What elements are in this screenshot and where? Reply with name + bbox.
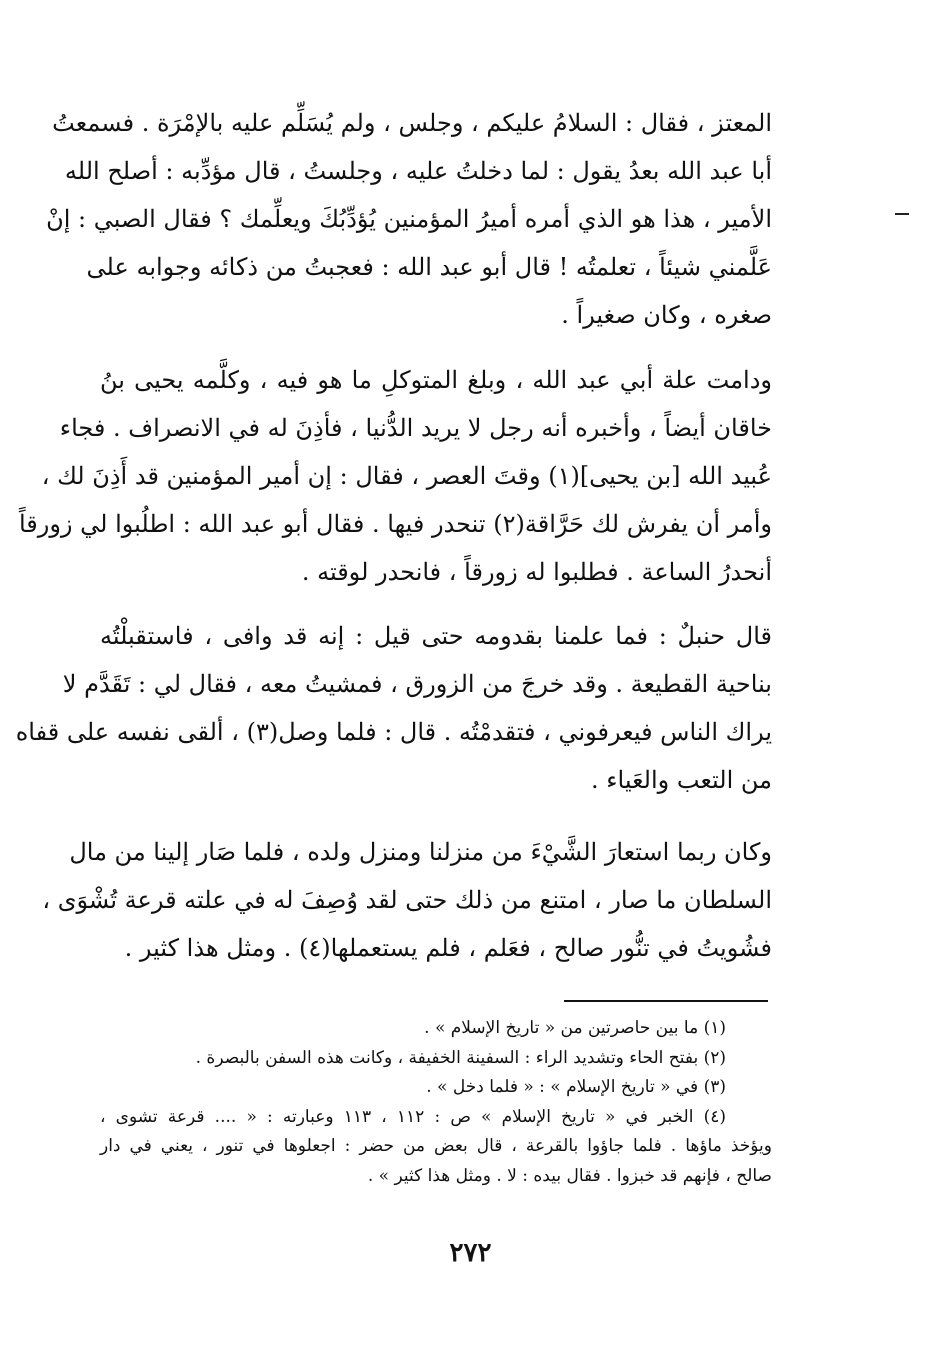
paragraph-2	[18, 356, 772, 596]
text-line: ودامت علة أبي عبد الله ، وبلغ المتوكلِ ما هو فيه ، وكلَّمه يحيى بنُ	[100, 366, 772, 394]
paragraph-3	[15, 612, 772, 804]
text-line: بناحية القطيعة . وقد خرجَ من الزورق ، فمشيتُ معه ، فقال لي : تَقَدَّم لا	[62, 670, 772, 698]
text-line: عُبيد الله [بن يحيى](١) وقتَ العصر ، فقال : إن أمير المؤمنين قد أَذِنَ لك ،	[41, 462, 772, 490]
paragraph-4	[42, 828, 772, 972]
footnotes	[100, 1014, 772, 1191]
text-line: يراك الناس فيعرفوني ، فتقدمْتُه . قال : فلما وصل(٣) ، ألقى نفسه على قفاه	[15, 718, 772, 746]
text-line: المعتز ، فقال : السلامُ عليكم ، وجلس ، ولم يُسَلِّم عليه بالإمْرَة . فسمعتُ	[52, 109, 772, 137]
text-line: الأمير ، هذا هو الذي أمره أميرُ المؤمنين يُؤدِّبُكَ ويعلِّمك ؟ فقال الصبي : إنْ	[46, 205, 772, 233]
text-line: أبا عبد الله بعدُ يقول : لما دخلتُ عليه ، وجلستُ ، قال مؤدِّبه : أصلح الله	[64, 157, 772, 185]
footnote-4-cont: ويؤخذ ماؤها . فلما جاؤوا بالقرعة ، قال بعض من حضر : اجعلوها في تنور ، يعني في دار	[100, 1136, 772, 1156]
text-line: وكان ربما استعارَ الشَّيْءَ من منزلنا ومنزل ولده ، فلما صَار إلينا من مال	[69, 838, 772, 866]
footnote-4: (٤) الخبر في « تاريخ الإسلام » ص : ١١٢ ، ١١٣ وعبارته : « .... قرعة تشوى ،	[100, 1106, 726, 1127]
footnote-4-cont: صالح ، فإنهم قد خبزوا . فقال بيده : لا . ومثل هذا كثير » .	[367, 1165, 772, 1186]
page-number: ٢٧٢	[449, 1238, 492, 1268]
paragraph-1	[46, 99, 772, 339]
footnote-2: (٢) بفتح الحاء وتشديد الراء : السفينة الخفيفة ، وكانت هذه السفن بالبصرة .	[195, 1047, 726, 1068]
text-line: من التعب والعَياء .	[591, 766, 772, 794]
text-line: قال حنبلٌ : فما علمنا بقدومه حتى قيل : إنه قد وافى ، فاستقبلْتُه	[100, 622, 772, 650]
margin-mark	[895, 213, 909, 215]
text-line: خاقان أيضاً ، وأخبره أنه رجل لا يريد الدُّنيا ، فأذِنَ له في الانصراف . فجاء	[59, 414, 772, 442]
text-line: فشُويتُ في تنُّور صالح ، فعَلم ، فلم يستعملها(٤) . ومثل هذا كثير .	[124, 934, 772, 962]
text-line: السلطان ما صار ، امتنع من ذلك حتى لقد وُصِفَ له في علته قرعة تُشْوَى ،	[42, 886, 772, 914]
footnote-1: (١) ما بين حاصرتين من « تاريخ الإسلام » .	[424, 1018, 726, 1038]
text-line: أنحدرُ الساعة . فطلبوا له زورقاً ، فانحدر لوقته .	[301, 558, 772, 586]
footnote-3: (٣) في « تاريخ الإسلام » : « فلما دخل » .	[426, 1077, 726, 1097]
text-line: وأمر أن يفرش لك حَرَّاقة(٢) تنحدر فيها . فقال أبو عبد الله : اطلُبوا لي زورقاً	[18, 510, 772, 538]
text-line: عَلَّمني شيئاً ، تعلمتُه ! قال أبو عبد الله : فعجبتُ من ذكائه وجوابه على	[86, 253, 772, 281]
text-line: صغره ، وكان صغيراً .	[561, 301, 772, 329]
footnote-divider	[564, 1000, 768, 1002]
